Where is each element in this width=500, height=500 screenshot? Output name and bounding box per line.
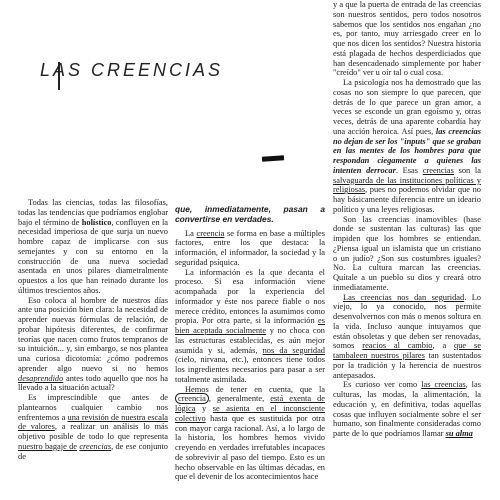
paragraph: La información es la que decanta el proceso. Si esa información viene acompañada por la experiencia del informador y éste nos parece fiable o nos merece crédito, entonces la asumimos como propia. Por otra parte, si la información es bien aceptada socialmente y no choca con las estructuras establecidas, es aún mejor asumida y si, además, nos da seguridad (cielo, nirvana, etc.), entonces tiene todos los ingredientes necesarios para pasar a ser totalmente asimilada. [175,267,325,384]
paragraph: Es curioso ver como las creencias, las culturas, las modas, la alimentación, la educación y, en definitiva, todas aquellas cosas que influyen socialmente sobre el ser humano, son finalmente consideradas como parte de lo que podríamos llamar su alma [333,380,481,438]
lead-quote: que, inmediatamente, pasan a convertirse en verdades. [175,204,325,224]
paragraph: Es imprescindible que antes de plantearnos cualquier cambio nos enfrentemos a una revisión de nuestra escala de valores, a realizar un análisis lo más objetivo posible de todo lo que representa nuestro bagaje de creencias, de ese conjunto de [18,393,168,461]
paragraph: La psicología nos ha demostrado que las cosas no son siempre lo que parecen, que detrás de lo que parece un gran amor, a veces se esconde un gran egoísmo y, otras veces, detrás de una aparente cobardía hay una acción heroica. Así pues, las creencias no dejan de ser los "inputs" que se graban en las mentes de los hombres para que respondan ciegamente a quienes las intenten derrocar. Esas creencias son la salvaguarda de las instituciones políticas y religiosas, pues no podemos olvidar que no hay básicamente diferencia entre un ideario político y una leyes religiosas. [333,78,481,214]
paragraph: Eso coloca al hombre de nuestros días ante una posición bien clara: la necesidad de aprender nuevas fórmulas de relación, de probar hipótesis diferentes, de confirmar teorías que nacen como frutos tempranos de su intuición... y, sin embargo, se nos plantea una curiosa dicotomía: ¿cómo podremos aprender algo nuevo si no hemos desaprendido antes todo aquello que nos ha llevado a la situación actual? [18,295,168,393]
paragraph: Son las creencias inamovibles (base donde se sustentan las culturas) las que impiden que los hombres se entiendan. ¿Piensa igual un islamista que un cristiano o un judío? ¿Son sus costumbres iguales? No. La cultura marcan las creencias. Quítale a un pueblo su dios y creará otro inmediatamente. [333,214,481,292]
paragraph: Hemos de tener en cuenta, que la creencia , generalmente, está exenta de lógica y se asienta en el inconsciente colectivo hasta que es sustituida por otra con mayor carga racional. Así, a lo largo de la historia, los hombres hemos vivido creyendo en verdades irrefutables incapaces de sobrevivir al paso del tiempo. Esto es un hecho observable en las últimas décadas, en que el devenir de los acontecimientos hace [175,384,325,482]
article-title: LAS CREENCIAS [40,60,224,80]
decorative-dash [262,155,284,162]
paragraph: Las creencias nos dan seguridad. Lo viejo, lo ya conocido, nos permite desenvolvernos con más o menos soltura en la vida. Incluso aunque intuyamos que están obsoletas y que deben ser renovadas, somos reacios al cambio, a que se tambaleen nuestros pilares tan sustentados por la tradición y la herencia de nuestros antepasados. [333,292,481,380]
paragraph: La creencia se forma en base a múltiples factores, entre los que destaca: la información, el informador, la sociedad y la seguridad psíquica. [175,228,325,267]
paragraph: y a que la puerta de entrada de las creencias son nuestros sentidos, pero todos nosotros sabemos que los sentidos nos engañan ¿no es, por tanto, muy arriesgado creer en lo que nos dicen los sentidos? Nuestra historia está plagada de hechos desperdiciados que han desencadenado simplemente por haber "creído" ver u oír tal o cual cosa. [333,0,481,78]
text-column-3 [333,0,481,439]
text-column-1 [18,198,168,461]
paragraph: Todas las ciencias, todas las filosofías, todas las tendencias que podríamos englobar bajo el término de holístico, confluyen en la necesidad imperiosa de que surja un nuevo hombre capaz de implicarse con sus semejantes y con su entorno en la construcción de una nueva sociedad asentada en unos pilares diametralmente opuestos a los que han reinado durante los últimos trescientos años. [18,198,169,295]
text-column-2 [175,205,325,482]
